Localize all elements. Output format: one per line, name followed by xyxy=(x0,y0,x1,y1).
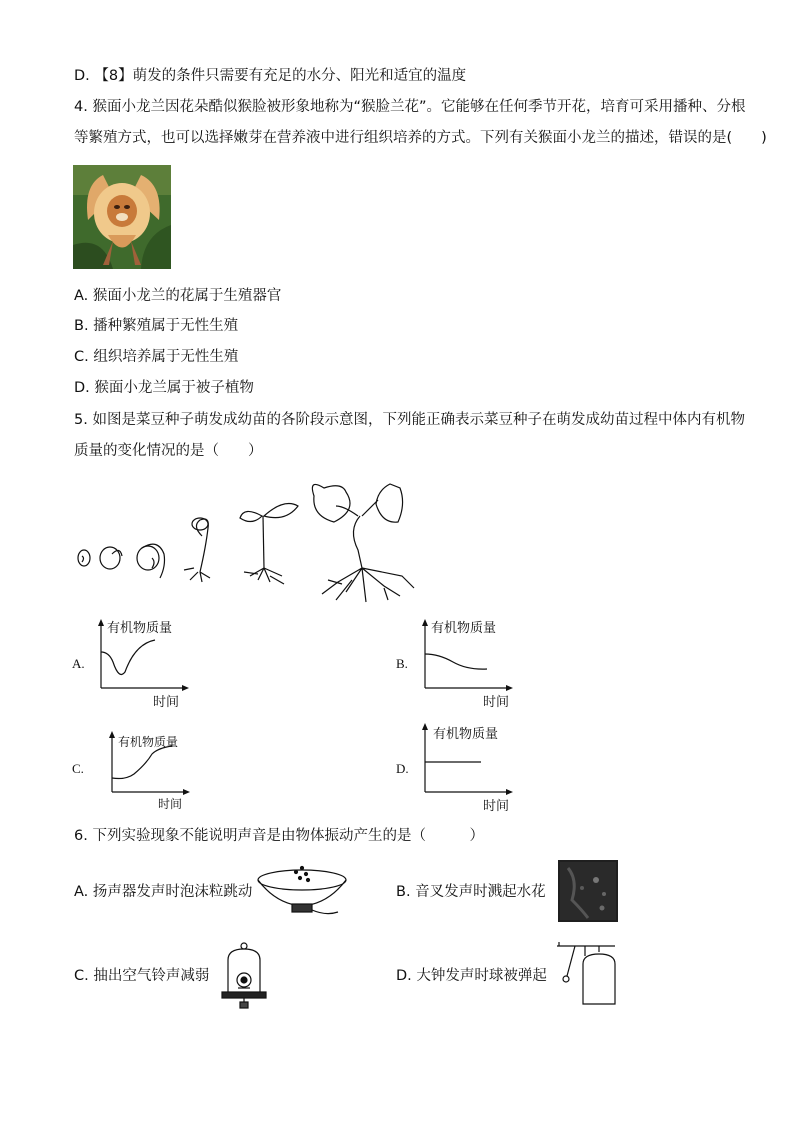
graph-d xyxy=(419,722,519,814)
q6-stem: 6. 下列实验现象不能说明声音是由物体振动产生的是（ ） xyxy=(74,828,484,844)
tuning-fork-water-photo xyxy=(558,860,618,922)
graph-a-label: A. xyxy=(72,656,85,671)
q6-option-a: A. 扬声器发声时泡沫粒跳动 xyxy=(74,884,253,900)
graph-d-ylabel: 有机物质量 xyxy=(433,727,499,742)
q4-option-c: C. 组织培养属于无性生殖 xyxy=(74,349,239,365)
bell-jar-illustration xyxy=(218,940,272,1010)
bell-ball-illustration xyxy=(555,942,617,1008)
q4-option-b: B. 播种繁殖属于无性生殖 xyxy=(74,318,239,334)
graph-c-ylabel: 有机物质量 xyxy=(118,735,179,749)
q4-stem-line1: 4. 猴面小龙兰因花朵酷似猴脸被形象地称为“猴脸兰花”。它能够在任何季节开花，培育可采用播种、分根 xyxy=(74,99,746,115)
q5-stem-line2: 质量的变化情况的是（ ） xyxy=(74,443,263,459)
q4-option-d: D. 猴面小龙兰属于被子植物 xyxy=(74,380,254,396)
q6-option-c: C. 抽出空气铃声减弱 xyxy=(74,968,210,984)
graph-b-label: B. xyxy=(396,656,408,671)
graph-b xyxy=(419,618,519,710)
q4-option-a: A. 猴面小龙兰的花属于生殖器官 xyxy=(74,288,282,304)
graph-a-xlabel: 时间 xyxy=(153,695,180,710)
q3-option-d: D. 【8】萌发的条件只需要有充足的水分、阳光和适宜的温度 xyxy=(74,68,467,84)
graph-a-ylabel: 有机物质量 xyxy=(107,621,173,636)
monkey-orchid-photo xyxy=(73,165,171,269)
q6-option-d: D. 大钟发声时球被弹起 xyxy=(396,968,547,984)
graph-c-xlabel: 时间 xyxy=(158,797,183,811)
q4-stem-line2: 等繁殖方式，也可以选择嫩芽在营养液中进行组织培养的方式。下列有关猴面小龙兰的描述，错误的是( ) xyxy=(74,130,767,146)
graph-c-label: C. xyxy=(72,761,84,776)
graph-c xyxy=(106,730,198,814)
graph-b-xlabel: 时间 xyxy=(483,695,510,710)
graph-d-xlabel: 时间 xyxy=(483,799,510,814)
graph-a xyxy=(95,618,195,710)
q5-stem-line1: 5. 如图是菜豆种子萌发成幼苗的各阶段示意图，下列能正确表示菜豆种子在萌发成幼苗过程中体内有机物 xyxy=(74,412,745,428)
q6-option-b: B. 音叉发声时溅起水花 xyxy=(396,884,546,900)
graph-b-ylabel: 有机物质量 xyxy=(431,621,497,636)
bean-germination-illustration xyxy=(72,476,422,604)
speaker-foam-illustration xyxy=(256,864,348,920)
graph-d-label: D. xyxy=(396,761,409,776)
